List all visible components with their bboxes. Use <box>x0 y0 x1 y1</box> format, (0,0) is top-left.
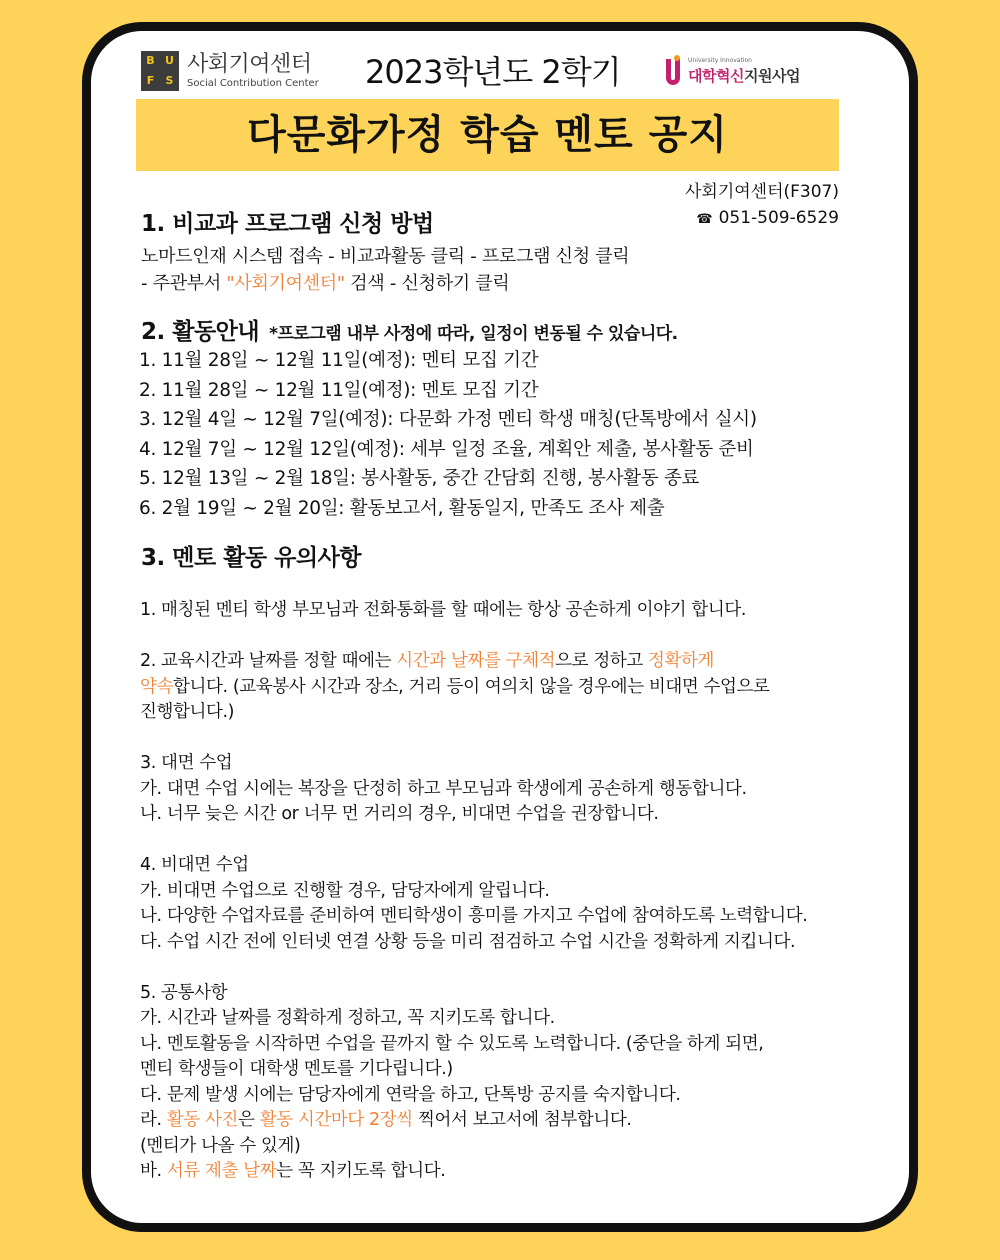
uni-logo-name-rest: 지원사업 <box>743 67 800 85</box>
guideline-5-c: 멘티 학생들이 대학생 멘토를 기다립니다.) <box>140 1059 453 1079</box>
highlight-text: 활동 시간마다 2장씩 <box>259 1110 413 1130</box>
list-item: 3. 12월 4일 ~ 12월 7일(예정): 다문화 가정 멘티 학생 매칭(단톡방에서 실시) <box>139 409 757 431</box>
center-name: 사회기여센터 <box>187 52 312 77</box>
text: 검색 - 신청하기 클릭 <box>344 273 510 294</box>
guideline-3-b: 나. 너무 늦은 시간 or 너무 먼 거리의 경우, 비대면 수업을 권장합니다. <box>140 804 659 824</box>
u-mark-icon <box>666 59 680 85</box>
highlight-text: 정확하게 <box>648 651 715 671</box>
section1-body <box>141 243 629 297</box>
guideline-4-a: 가. 비대면 수업으로 진행할 경우, 담당자에게 알립니다. <box>140 880 550 901</box>
list-item: 6. 2월 19일 ~ 2월 20일: 활동보고서, 활동일지, 만족도 조사 제출 <box>139 497 665 519</box>
page-title: 다문화가정 학습 멘토 공지 <box>136 99 839 171</box>
guideline-1: 1. 매칭된 멘티 학생 부모님과 전화통화를 할 때에는 항상 공손하게 이야기 합니다. <box>140 600 747 620</box>
text: 으로 정하고 <box>555 651 649 671</box>
list-item: 2. 11월 28일 ~ 12월 11일(예정): 멘토 모집 기간 <box>139 379 539 401</box>
highlight-text: 활동 사진 <box>166 1110 239 1130</box>
text: 는 꼭 지키도록 합니다. <box>276 1161 446 1181</box>
contact-phone-row <box>685 205 839 233</box>
highlight-text: 약속 <box>140 676 174 697</box>
guideline-4-c: 다. 수업 시간 전에 인터넷 연결 상황 등을 미리 점검하고 수업 시간을 정확하게 지킵니다. <box>140 931 796 952</box>
text: 은 <box>238 1110 260 1130</box>
section2-heading <box>141 313 678 346</box>
section3-body <box>140 598 807 1185</box>
guideline-5-g <box>140 1159 807 1185</box>
guideline-2-line2 <box>140 675 807 701</box>
bufs-logo-letter: U <box>165 54 174 67</box>
guideline-5-a: 가. 시간과 날짜를 정확하게 정하고, 꼭 지키도록 합니다. <box>140 1008 555 1028</box>
guideline-2-line1 <box>140 649 807 675</box>
highlight-text: 서류 제출 날짜 <box>166 1161 277 1181</box>
section1-heading: 1. 비교과 프로그램 신청 방법 <box>141 211 434 237</box>
section1-line2 <box>141 270 629 297</box>
contact-phone: 051-509-6529 <box>718 208 839 228</box>
guideline-3-title: 3. 대면 수업 <box>140 753 233 773</box>
text: - 주관부서 <box>141 273 227 294</box>
list-item: 4. 12월 7일 ~ 12월 12일(예정): 세부 일정 조율, 계획안 제출, 봉사활동 준비 <box>139 438 754 460</box>
guideline-2-line3: 진행합니다.) <box>140 702 235 722</box>
phone-icon: ☎ <box>696 212 713 227</box>
university-innovation-logo <box>666 57 856 93</box>
uni-logo-caption: University Innovation <box>688 57 752 64</box>
text: 라. <box>140 1110 167 1130</box>
highlight-text: 시간과 날짜를 구체적 <box>396 651 556 671</box>
bufs-logo-letter: F <box>146 74 155 87</box>
section2-title: 2. 활동안내 <box>141 319 260 345</box>
text: 찍어서 보고서에 첨부합니다. <box>412 1110 632 1130</box>
contact-office: 사회기여센터(F307) <box>684 182 839 202</box>
section2-note: *프로그램 내부 사정에 따라, 일정이 변동될 수 있습니다. <box>269 324 678 344</box>
highlight-text: "사회기여센터" <box>226 273 345 294</box>
text: 합니다. (교육봉사 시간과 장소, 거리 등이 여의치 않을 경우에는 비대면 수업으로 <box>173 676 770 697</box>
text: 2. 교육시간과 날짜를 정할 때에는 <box>140 651 397 671</box>
notice-card <box>82 22 918 1232</box>
header <box>141 47 881 99</box>
guideline-5-f: (멘티가 나올 수 있게) <box>140 1135 301 1156</box>
guideline-5-b: 나. 멘토활동을 시작하면 수업을 끝까지 할 수 있도록 노력합니다. (중단을 하게 되면, <box>140 1033 764 1054</box>
center-subtitle: Social Contribution Center <box>187 78 319 89</box>
uni-logo-name <box>688 65 800 86</box>
guideline-3-a: 가. 대면 수업 시에는 복장을 단정히 하고 부모님과 학생에게 공손하게 행동합니다. <box>140 778 747 799</box>
list-item: 5. 12월 13일 ~ 2월 18일: 봉사활동, 중간 간담회 진행, 봉사활동 종료 <box>139 468 700 490</box>
bufs-logo-letter: B <box>146 54 155 67</box>
semester-label: 2023학년도 2학기 <box>365 53 621 91</box>
guideline-5-e <box>140 1108 807 1134</box>
section3-heading: 3. 멘토 활동 유의사항 <box>141 545 362 571</box>
uni-logo-name-highlight: 대학혁신 <box>688 67 744 85</box>
list-item: 1. 11월 28일 ~ 12월 11일(예정): 멘티 모집 기간 <box>139 350 539 371</box>
schedule-list <box>139 346 757 524</box>
bufs-logo-letter: S <box>165 74 174 87</box>
guideline-4-b: 나. 다양한 수업자료를 준비하여 멘티학생이 흥미를 가지고 수업에 참여하도록 노력합니다. <box>140 906 808 926</box>
bufs-logo <box>141 51 179 91</box>
contact-info <box>685 179 839 233</box>
guideline-4-title: 4. 비대면 수업 <box>140 855 249 875</box>
section1-line1: 노마드인재 시스템 접속 - 비교과활동 클릭 - 프로그램 신청 클릭 <box>141 246 630 267</box>
guideline-5-title: 5. 공통사항 <box>140 982 228 1003</box>
guideline-5-d: 다. 문제 발생 시에는 담당자에게 연락을 하고, 단톡방 공지를 숙지합니다. <box>140 1084 681 1105</box>
text: 바. <box>140 1161 167 1181</box>
